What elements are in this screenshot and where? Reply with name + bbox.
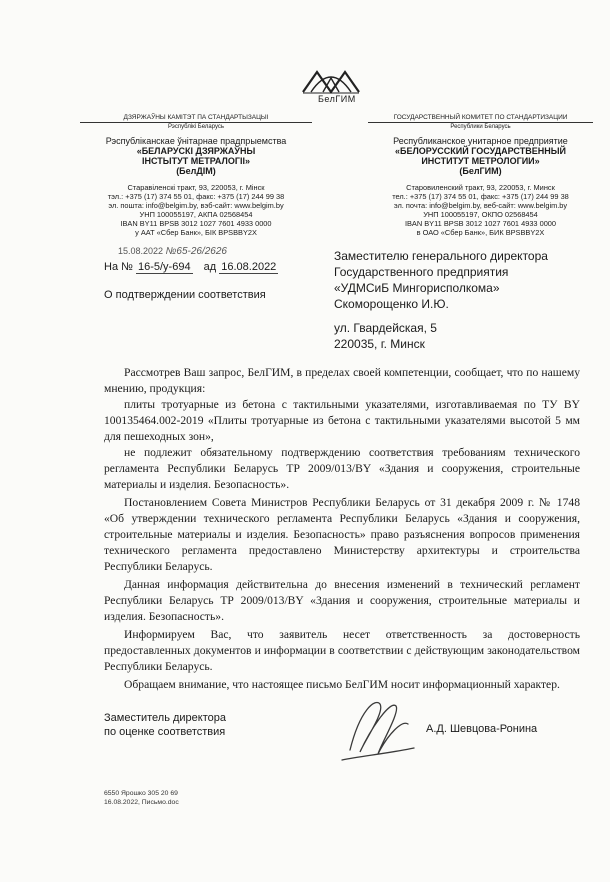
reference-line [104, 261, 278, 273]
letter-body [104, 365, 580, 693]
ref-date: 16.08.2022 [221, 261, 277, 273]
body-paragraph: Обращаем внимание, что настоящее письмо БелГИМ носит информационный характер. [124, 677, 560, 691]
ref-number: 16-5/у-694 [137, 261, 191, 273]
email-line: эл. почта: info@belgim.by, веб-сайт: www.belgim.by [393, 201, 568, 211]
logo-text: БелГИМ [318, 94, 356, 104]
street-line: ул. Гвардейская, 5 [334, 321, 437, 335]
city-line: 220035, г. Минск [334, 336, 425, 351]
institute-abbr: (БелДІМ) [176, 166, 216, 177]
body-paragraph: Данная информация действительна до внесения изменений в технический регламент Республики Беларусь ТР 2009/013/BY «Здания и сооружения, строительные материалы и изделия. Безопасность». [104, 577, 580, 623]
address-line: Старавіленскі тракт, 93, 220053, г. Мінск [127, 183, 265, 193]
country-name: Рэспублікі Беларусь [167, 124, 225, 131]
institute-name-line1: «БЕЛАРУСКІ ДЗЯРЖАЎНЫ [136, 146, 256, 157]
header-belarusian [80, 114, 312, 237]
letter-subject: О подтверждении соответствия [104, 289, 266, 301]
ref-label-no: На № [104, 261, 133, 273]
unp-line: УНП 100055197, ОКПО 02568454 [423, 210, 538, 220]
body-paragraph: Рассмотрев Ваш запрос, БелГИМ, в пределах своей компетенции, сообщает, что по нашему мнению, продукция: [104, 366, 580, 395]
address-block [334, 321, 437, 353]
institute-name-line2: ИНСТИТУТ МЕТРОЛОГИИ» [421, 156, 540, 167]
phone-line: тел.: +375 (17) 374 55 01, факс: +375 (17) 244 99 38 [392, 192, 569, 202]
executor-line: 6550 Ярошко 305 20 69 [104, 790, 178, 797]
ref-label-from: ад [203, 261, 217, 273]
iban-line: IBAN BY11 BPSB 3012 1027 7601 4933 0000 [404, 219, 557, 229]
enterprise-type: Республиканское унитарное предприятие [393, 135, 568, 146]
addressee-line: Скоморощенко И.Ю. [334, 296, 449, 311]
position-line: по оценке соответствия [104, 726, 226, 739]
institute-abbr: (БелГИМ) [459, 166, 502, 177]
body-paragraph: плиты тротуарные из бетона с тактильными указателями, изготавливаемая по ТУ BY 100135464.002-2019 «Плиты тротуарные из бетона с тактильными указателями высотой 5 мм для пешеходных зон», [104, 397, 580, 443]
header-russian [368, 114, 593, 237]
email-line: эл. пошта: info@belgim.by, вэб-сайт: www.belgim.by [108, 201, 284, 211]
stamp-date: 15.08.2022 [118, 246, 164, 256]
body-paragraph: Постановлением Совета Министров Республики Беларусь от 31 декабря 2009 г. № 1748 «Об утверждении технического регламента Республики Беларусь «Здания и сооружения, строительные материалы и изделия. Безопасность» право разъяснения вопросов применения технического регламента предоставлено Министерству архитектуры и строительства Республики Беларусь. [104, 495, 580, 573]
registration-stamp [118, 246, 227, 257]
stamp-number: №65-26/2626 [165, 246, 227, 257]
addressee-line: Государственного предприятия [334, 264, 509, 279]
file-line: 16.08.2022, Письмо.doc [104, 798, 179, 806]
bank-line: в ОАО «Сбер Банк», БИК BPSBBY2X [416, 228, 545, 238]
phone-line: тэл.: +375 (17) 374 55 01, факс: +375 (17) 244 99 38 [107, 192, 285, 202]
addressee-line: Заместителю генерального директора [334, 249, 548, 263]
addressee-block [334, 249, 548, 313]
committee-name: ДЗЯРЖАЎНЫ КАМІТЭТ ПА СТАНДАРТЫЗАЦЫІ [80, 114, 312, 123]
unp-line: УНП 100055197, АКПА 02568454 [139, 210, 253, 220]
handwritten-signature-icon [330, 690, 420, 768]
enterprise-type: Рэспубліканскае ўнітарнае прадпрыемства [105, 135, 287, 146]
addressee-line: «УДМСиБ Мингорисполкома» [334, 280, 500, 295]
body-paragraph: Информируем Вас, что заявитель несет ответственность за достоверность предоставленных документов и информации в соответствии с действующим законодательством Республики Беларусь. [104, 627, 580, 673]
body-paragraph: не подлежит обязательному подтверждению соответствия требованиям технического регламента Республики Беларусь ТР 2009/013/BY «Здания и сооружения, строительные материалы и изделия. Безопасность». [104, 445, 580, 491]
institute-name-line2: ІНСТЫТУТ МЕТРАЛОГІІ» [142, 156, 250, 167]
institute-name-line1: «БЕЛОРУССКИЙ ГОСУДАРСТВЕННЫЙ [395, 146, 566, 157]
signatory-name: А.Д. Шевцова-Ронина [426, 723, 538, 735]
signatory-position [104, 711, 226, 740]
iban-line: IBAN BY11 BPSB 3012 1027 7601 4933 0000 [120, 219, 272, 229]
bank-line: у ААТ «Сбер Банк», БІК BPSBBY2X [135, 228, 257, 238]
committee-name: ГОСУДАРСТВЕННЫЙ КОМИТЕТ ПО СТАНДАРТИЗАЦИИ [368, 114, 593, 123]
executor-footer [104, 790, 179, 808]
position-line: Заместитель директора [104, 712, 226, 724]
country-name: Республики Беларусь [450, 124, 511, 131]
address-line: Старовиленский тракт, 93, 220053, г. Минск [406, 183, 555, 193]
